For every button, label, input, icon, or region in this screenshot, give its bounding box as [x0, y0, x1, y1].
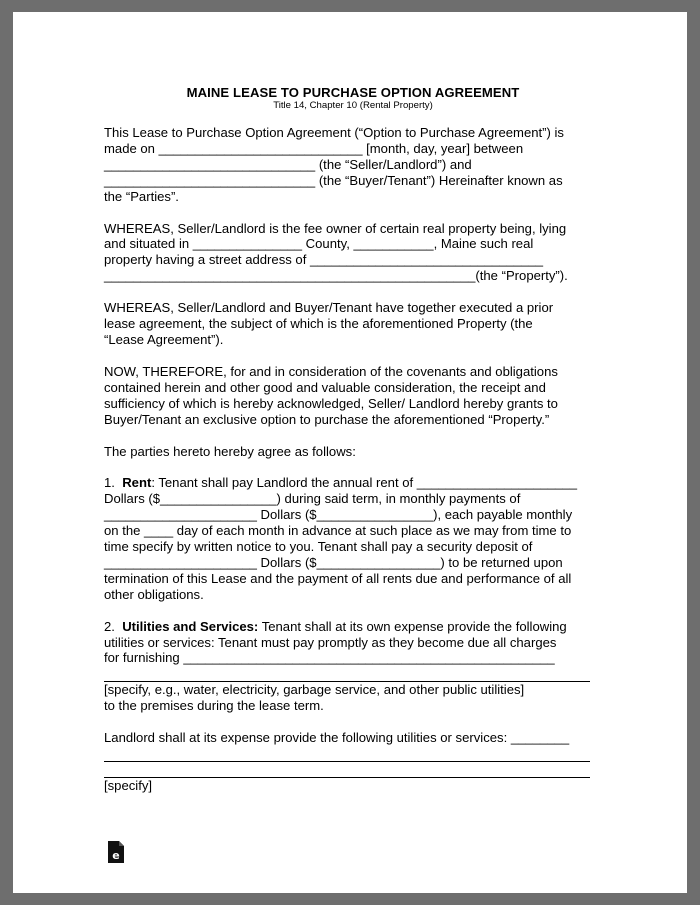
now-therefore-paragraph [104, 364, 602, 428]
intro-line: _____________________________ (the “Seller/Landlord”) and [104, 156, 472, 172]
blank-line [104, 762, 590, 778]
now-therefore-line: Buyer/Tenant an exclusive option to purchase the aforementioned “Property.” [104, 411, 550, 427]
utilities-section [104, 619, 602, 794]
utilities-specify: [specify, e.g., water, electricity, garbage service, and other public utilities] [104, 682, 525, 698]
rent-line: termination of this Lease and the payment of all rents due and performance of all [104, 570, 572, 586]
agree-paragraph: The parties hereto hereby agree as follows: [104, 443, 356, 459]
utilities-number: 2. [104, 618, 123, 634]
whereas-line: lease agreement, the subject of which is the aforementioned Property (the [104, 316, 533, 332]
document-title: MAINE LEASE TO PURCHASE OPTION AGREEMENT [186, 85, 520, 100]
now-therefore-line: contained herein and other good and valuable consideration, the receipt and [104, 379, 546, 395]
intro-line: made on ____________________________ [month, day, year] between [104, 140, 524, 156]
intro-line: the “Parties”. [104, 188, 179, 204]
document-subtitle: Title 14, Chapter 10 (Rental Property) [273, 100, 433, 111]
blank-line [104, 746, 590, 762]
rent-line: Dollars ($________________) during said term, in monthly payments of [104, 491, 521, 507]
rent-line: time specify by written notice to you. Tenant shall pay a security deposit of [104, 539, 533, 555]
svg-text:e: e [112, 849, 120, 862]
whereas-line: “Lease Agreement”). [104, 331, 224, 347]
intro-paragraph [104, 125, 602, 205]
rent-line: other obligations. [104, 586, 204, 602]
whereas-lease-paragraph [104, 300, 602, 348]
whereas-line: property having a street address of ________________________________ [104, 252, 544, 268]
utilities-heading: Utilities and Services: [122, 618, 259, 634]
document-body [104, 85, 602, 794]
eforms-document-icon [107, 840, 125, 864]
rent-text: : Tenant shall pay Landlord the annual rent of ______________________ [151, 475, 577, 491]
rent-heading: Rent [122, 475, 152, 491]
rent-line: _____________________ Dollars ($________________), each payable monthly [104, 507, 573, 523]
rent-number: 1. [104, 475, 123, 491]
utilities-heading-line [104, 619, 602, 635]
rent-heading-line [104, 475, 602, 491]
whereas-line: WHEREAS, Seller/Landlord and Buyer/Tenant have together executed a prior [104, 300, 554, 316]
landlord-specify: [specify] [104, 778, 153, 794]
rent-line: _____________________ Dollars ($_________________) to be returned upon [104, 554, 563, 570]
rent-section [104, 475, 602, 602]
document-page [13, 12, 687, 893]
rent-line: on the ____ day of each month in advance at such place as we may from time to [104, 523, 572, 539]
whereas-property-paragraph [104, 221, 602, 285]
landlord-utilities-line: Landlord shall at its expense provide the following utilities or services: ________ [104, 730, 570, 746]
whereas-line: and situated in _______________ County, ___________, Maine such real [104, 236, 534, 252]
intro-line: _____________________________ (the “Buyer/Tenant”) Hereinafter known as [104, 172, 563, 188]
utilities-line: utilities or services: Tenant must pay promptly as they become due all charges [104, 634, 557, 650]
whereas-line: WHEREAS, Seller/Landlord is the fee owner of certain real property being, lying [104, 220, 567, 236]
intro-line: This Lease to Purchase Option Agreement (“Option to Purchase Agreement”) is [104, 125, 564, 140]
now-therefore-line: NOW, THEREFORE, for and in consideration of the covenants and obligations [104, 363, 558, 379]
utilities-text: Tenant shall at its own expense provide the following [258, 618, 567, 634]
utilities-line: for furnishing ___________________________________________________ [104, 650, 555, 666]
now-therefore-line: sufficiency of which is hereby acknowledged, Seller/ Landlord hereby grants to [104, 395, 558, 411]
blank-line [104, 666, 590, 682]
utilities-term: to the premises during the lease term. [104, 698, 324, 714]
whereas-line: ___________________________________________________(the “Property”). [104, 268, 568, 284]
